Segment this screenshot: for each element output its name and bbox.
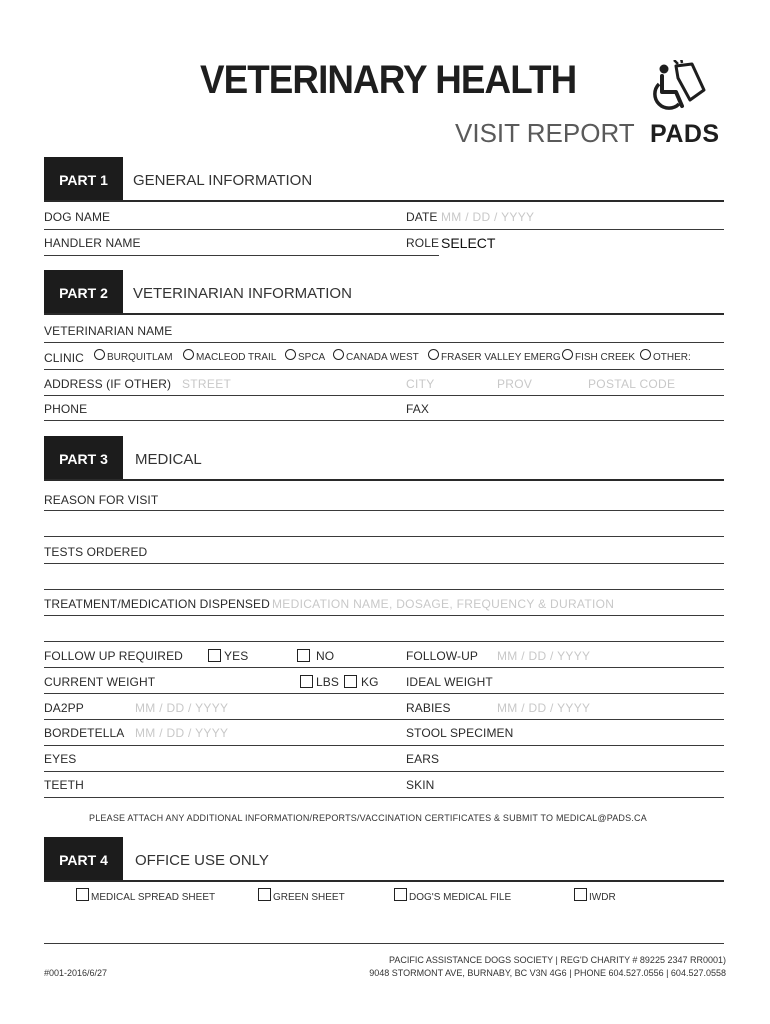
part4-tab: PART 4 xyxy=(44,837,123,882)
follow-up-yes-checkbox[interactable] xyxy=(208,649,221,662)
postal-code-input[interactable]: POSTAL CODE xyxy=(588,377,676,391)
phone-line xyxy=(44,420,724,421)
role-label: ROLE xyxy=(406,236,440,250)
reason-line-2 xyxy=(44,536,724,537)
vet-name-label: VETERINARIAN NAME xyxy=(44,324,173,338)
treatment-input[interactable]: MEDICATION NAME, DOSAGE, FREQUENCY & DURATION xyxy=(272,597,615,611)
bordetella-date-input[interactable]: MM / DD / YYYY xyxy=(135,726,229,740)
da2pp-date-input[interactable]: MM / DD / YYYY xyxy=(135,701,229,715)
vaccine-line-1 xyxy=(44,719,724,720)
ideal-weight-label: IDEAL WEIGHT xyxy=(406,675,493,689)
part1-title: GENERAL INFORMATION xyxy=(133,172,313,189)
clinic-radio-other[interactable] xyxy=(640,349,651,360)
part4-title: OFFICE USE ONLY xyxy=(135,852,269,869)
dogs-medical-file-checkbox[interactable] xyxy=(394,888,407,901)
kg-checkbox[interactable] xyxy=(344,675,357,688)
clinic-option-label: MACLEOD TRAIL xyxy=(196,352,277,363)
current-weight-label: CURRENT WEIGHT xyxy=(44,675,156,689)
address-line xyxy=(44,395,724,396)
follow-up-label: FOLLOW-UP xyxy=(406,649,479,663)
date-input[interactable]: MM / DD / YYYY xyxy=(441,210,535,224)
stool-specimen-label: STOOL SPECIMEN xyxy=(406,726,514,740)
part3-rule xyxy=(44,479,724,481)
office-option-label: DOG'S MEDICAL FILE xyxy=(409,892,512,903)
tests-label: TESTS ORDERED xyxy=(44,545,148,559)
clinic-option-label: OTHER: xyxy=(653,352,691,363)
clinic-option-label: SPCA xyxy=(298,352,326,363)
da2pp-label: DA2PP xyxy=(44,701,84,715)
follow-up-line xyxy=(44,667,724,668)
part1-tab: PART 1 xyxy=(44,157,123,202)
clinic-radio-fish-creek[interactable] xyxy=(562,349,573,360)
treatment-line-2 xyxy=(44,641,724,642)
treatment-label: TREATMENT/MEDICATION DISPENSED xyxy=(44,597,270,611)
green-sheet-checkbox[interactable] xyxy=(258,888,271,901)
province-input[interactable]: PROV xyxy=(497,377,533,391)
rabies-date-input[interactable]: MM / DD / YYYY xyxy=(497,701,591,715)
form-title: VETERINARY HEALTH xyxy=(200,58,577,102)
reason-label: REASON FOR VISIT xyxy=(44,493,159,507)
part1-rule xyxy=(44,200,724,202)
bordetella-label: BORDETELLA xyxy=(44,726,125,740)
date-label: DATE xyxy=(406,210,438,224)
pads-logo-text: PADS xyxy=(650,120,720,148)
medical-spread-sheet-checkbox[interactable] xyxy=(76,888,89,901)
tests-line-1 xyxy=(44,563,724,564)
no-label: NO xyxy=(316,649,335,663)
lbs-label: LBS xyxy=(316,675,339,689)
part2-title: VETERINARIAN INFORMATION xyxy=(133,285,352,302)
org-info: PACIFIC ASSISTANCE DOGS SOCIETY | REG'D CHARITY # 89225 2347 RR0001) xyxy=(388,955,726,965)
eyes-label: EYES xyxy=(44,752,77,766)
teeth-line xyxy=(44,797,724,798)
wheelchair-dog-logo-icon xyxy=(648,60,708,118)
city-input[interactable]: CITY xyxy=(406,377,435,391)
footer-rule xyxy=(44,943,724,944)
clinic-option-label: FRASER VALLEY EMERG xyxy=(441,352,561,363)
clinic-radio-canada-west[interactable] xyxy=(333,349,344,360)
clinic-radio-fraser-valley-emerg[interactable] xyxy=(428,349,439,360)
handler-name-label: HANDLER NAME xyxy=(44,236,141,250)
clinic-option-label: CANADA WEST xyxy=(346,352,419,363)
dog-name-label: DOG NAME xyxy=(44,210,111,224)
yes-label: YES xyxy=(224,649,249,663)
kg-label: KG xyxy=(361,675,379,689)
vaccine-line-2 xyxy=(44,745,724,746)
ears-label: EARS xyxy=(406,752,440,766)
org-address: 9048 STORMONT AVE, BURNABY, BC V3N 4G6 | PHONE 604.527.0556 | 604.527.0558 xyxy=(369,968,726,978)
part3-title: MEDICAL xyxy=(135,451,202,468)
fax-label: FAX xyxy=(406,402,429,416)
clinic-label: CLINIC xyxy=(44,351,84,365)
clinic-radio-burquitlam[interactable] xyxy=(94,349,105,360)
handler-name-line xyxy=(44,255,439,256)
follow-up-no-checkbox[interactable] xyxy=(297,649,310,662)
attachment-note: PLEASE ATTACH ANY ADDITIONAL INFORMATION/REPORTS/VACCINATION CERTIFICATES & SUBMIT TO MEDICAL@PADS.CA xyxy=(89,813,647,823)
street-input[interactable]: STREET xyxy=(182,377,232,391)
tests-line-2 xyxy=(44,589,724,590)
follow-up-date-input[interactable]: MM / DD / YYYY xyxy=(497,649,591,663)
treatment-line-1 xyxy=(44,615,724,616)
iwdr-checkbox[interactable] xyxy=(574,888,587,901)
office-option-label: IWDR xyxy=(589,892,616,903)
phone-label: PHONE xyxy=(44,402,88,416)
part2-rule xyxy=(44,313,724,315)
office-option-label: MEDICAL SPREAD SHEET xyxy=(91,892,216,903)
address-label: ADDRESS (IF OTHER) xyxy=(44,377,172,391)
office-option-label: GREEN SHEET xyxy=(273,892,345,903)
role-select[interactable]: SELECT xyxy=(441,235,496,251)
clinic-line xyxy=(44,369,724,370)
skin-label: SKIN xyxy=(406,778,435,792)
rabies-label: RABIES xyxy=(406,701,451,715)
follow-up-required-label: FOLLOW UP REQUIRED xyxy=(44,649,183,663)
lbs-checkbox[interactable] xyxy=(300,675,313,688)
part3-tab: PART 3 xyxy=(44,436,123,481)
clinic-radio-macleod-trail[interactable] xyxy=(183,349,194,360)
eyes-line xyxy=(44,771,724,772)
weight-line xyxy=(44,693,724,694)
form-subtitle: VISIT REPORT xyxy=(455,118,635,148)
part2-tab: PART 2 xyxy=(44,270,123,315)
clinic-option-label: BURQUITLAM xyxy=(107,352,173,363)
part4-rule xyxy=(44,880,724,882)
reason-line-1 xyxy=(44,510,724,511)
clinic-option-label: FISH CREEK xyxy=(575,352,636,363)
form-id: #001-2016/6/27 xyxy=(44,968,108,978)
dog-name-line xyxy=(44,229,724,230)
clinic-radio-spca[interactable] xyxy=(285,349,296,360)
teeth-label: TEETH xyxy=(44,778,84,792)
vet-name-line xyxy=(44,342,724,343)
